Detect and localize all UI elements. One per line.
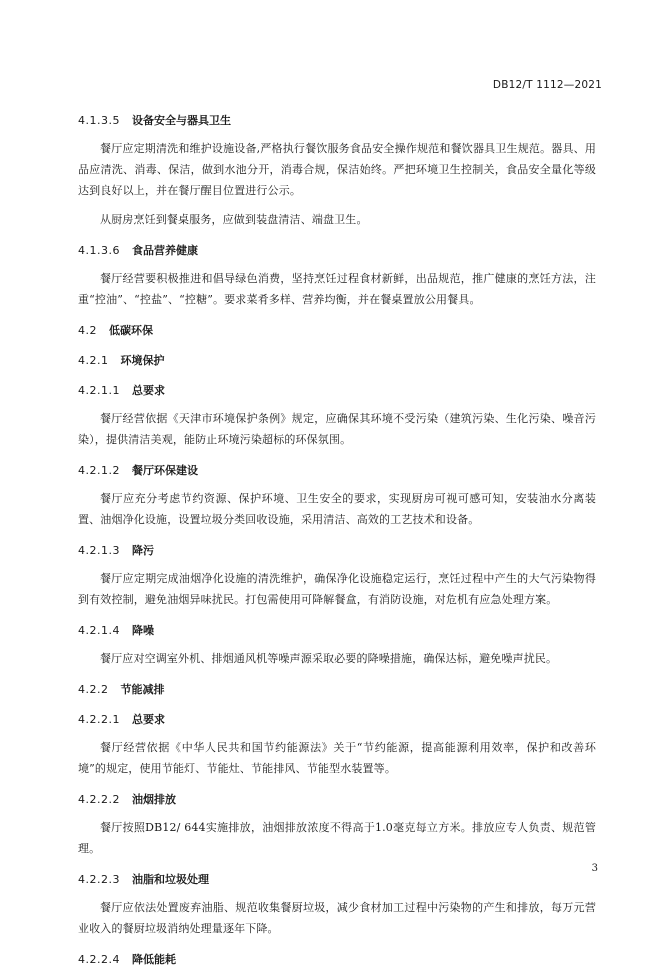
section-title: 油烟排放	[131, 793, 176, 806]
section-number: 4.2	[78, 324, 97, 337]
section-heading	[78, 681, 596, 699]
paragraph: 餐厅应依法处置废弃油脂、规范收集餐厨垃圾，减少食材加工过程中污染物的产生和排放，每万元营业收入的餐厨垃圾消纳处理量逐年下降。	[78, 901, 596, 935]
section-number: 4.1.3.5	[78, 114, 120, 127]
section-number: 4.2.1.2	[78, 464, 120, 477]
paragraph: 餐厅按照DB12/ 644实施排放，油烟排放浓度不得高于1.0毫克每立方米。排放应专人负责、规范管理。	[78, 821, 596, 855]
section-heading	[78, 871, 596, 889]
section-heading	[78, 322, 596, 340]
section-heading	[78, 791, 596, 809]
section-title: 总要求	[131, 384, 165, 397]
section-title: 降污	[131, 544, 154, 557]
section-number: 4.2.2.4	[78, 953, 120, 966]
paragraph: 餐厅应定期清洗和维护设施设备,严格执行餐饮服务食品安全操作规范和餐饮器具卫生规范。器具、用品应清洗、消毒、保洁，做到水池分开，消毒合规，保洁始终。严把环境卫生控制关，食品安全量化等级达到良好以上，并在餐厅醒目位置进行公示。	[78, 142, 596, 197]
paragraph: 餐厅经营要积极推进和倡导绿色消费，坚持烹饪过程食材新鲜，出品规范，推广健康的烹饪方法，注重“控油”、“控盐”、“控糖”。要求菜肴多样、营养均衡，并在餐桌置放公用餐具。	[78, 272, 596, 306]
document-code: DB12/T 1112—2021	[492, 79, 602, 91]
section-number: 4.2.1.1	[78, 384, 120, 397]
paragraph: 餐厅应充分考虑节约资源、保护环境、卫生安全的要求，实现厨房可视可感可知，安装油水分离装置、油烟净化设施，设置垃圾分类回收设施，采用清洁、高效的工艺技术和设备。	[78, 492, 596, 526]
section-title: 设备安全与器具卫生	[131, 114, 231, 127]
paragraph: 餐厅经营依据《中华人民共和国节约能源法》关于“节约能源，提高能源利用效率，保护和改善环境”的规定，使用节能灯、节能灶、节能排风、节能型水装置等。	[78, 741, 596, 775]
section-number: 4.2.2.1	[78, 713, 120, 726]
section-number: 4.1.3.6	[78, 244, 120, 257]
section-number: 4.2.2.2	[78, 793, 120, 806]
paragraph: 餐厅经营依据《天津市环境保护条例》规定，应确保其环境不受污染（建筑污染、生化污染、噪音污染），提供清洁美观，能防止环境污染超标的环保氛围。	[78, 412, 596, 446]
section-heading	[78, 382, 596, 400]
section-number: 4.2.2	[78, 683, 109, 696]
section-heading	[78, 951, 596, 969]
section-heading	[78, 542, 596, 560]
paragraph: 餐厅应定期完成油烟净化设施的清洗维护，确保净化设施稳定运行，烹饪过程中产生的大气污染物得到有效控制，避免油烟异味扰民。打包需使用可降解餐盒，有消防设施，对危机有应急处理方案。	[78, 572, 596, 606]
section-title: 节能减排	[120, 683, 165, 696]
section-title: 降噪	[131, 624, 154, 637]
section-number: 4.2.1	[78, 354, 109, 367]
section-heading	[78, 112, 596, 130]
section-title: 总要求	[131, 713, 165, 726]
section-heading	[78, 242, 596, 260]
section-title: 油脂和垃圾处理	[131, 873, 209, 886]
section-title: 低碳环保	[109, 324, 153, 337]
section-heading	[78, 711, 596, 729]
section-heading	[78, 462, 596, 480]
section-title: 餐厅环保建设	[131, 464, 198, 477]
section-number: 4.2.1.3	[78, 544, 120, 557]
paragraph: 餐厅应对空调室外机、排烟通风机等噪声源采取必要的降噪措施，确保达标，避免噪声扰民。	[100, 652, 558, 665]
section-heading	[78, 622, 596, 640]
paragraph: 从厨房烹饪到餐桌服务，应做到装盘清洁、端盘卫生。	[100, 213, 368, 226]
document-body	[78, 100, 596, 977]
section-number: 4.2.1.4	[78, 624, 120, 637]
section-title: 环境保护	[120, 354, 165, 367]
section-title: 降低能耗	[131, 953, 176, 966]
page-number: 3	[591, 863, 598, 874]
section-heading	[78, 352, 596, 370]
section-number: 4.2.2.3	[78, 873, 120, 886]
section-title: 食品营养健康	[131, 244, 198, 257]
